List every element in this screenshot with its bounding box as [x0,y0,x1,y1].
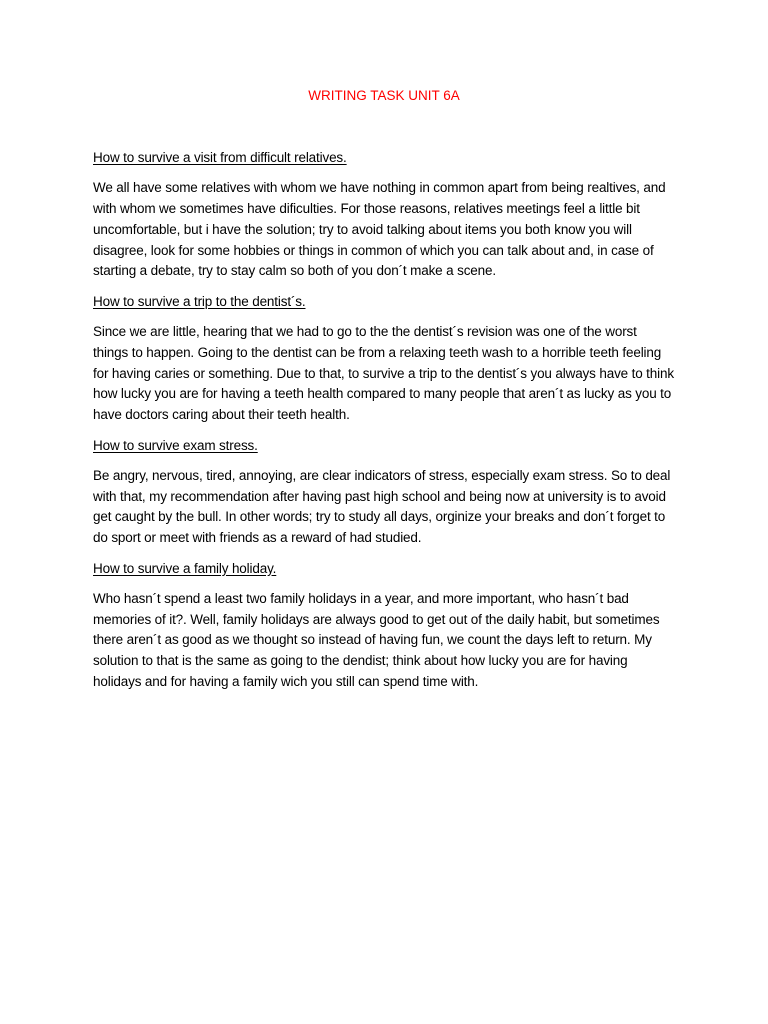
section-paragraph-relatives: We all have some relatives with whom we have nothing in common apart from being realtives, and with whom we sometimes have dificulties. For those reasons, relatives meetings feel a little bit uncomfortable, but i have the solution; try to avoid talking about items you both know you will disagree, look for some hobbies or things in common of which you can talk about and, in case of starting a debate, try to stay calm so both of you don´t make a scene. [93,180,666,279]
section-heading-family-holiday: How to survive a family holiday. [93,560,277,576]
section-heading-relatives: How to survive a visit from difficult relatives. [93,150,347,165]
section-paragraph-family-holiday: Who hasn´t spend a least two family holidays in a year, and more important, who hasn´t bad memories of it?. Well, family holidays are always good to get out of the daily habit, but sometimes there aren´t as good as we thought so instead of having fun, we count the days left to return. My solution to that is the same as going to the dendist; think about how lucky you are for having holidays and for having a family wich you still can spend time with. [93,590,660,690]
section-paragraph-exam-stress: Be angry, nervous, tired, annoying, are clear indicators of stress, especially exam stress. So to deal with that, my recommendation after having past high school and being now at university is to avoid get caught by the bull. In other words; try to study all days, orginize your breaks and don´t forget to do sport or meet with friends as a reward of had studied. [93,467,671,546]
section-heading-dentist: How to survive a trip to the dentist´s. [93,293,306,309]
document-body [93,148,675,702]
document-title: WRITING TASK UNIT 6A [308,88,460,103]
section-paragraph-dentist: Since we are little, hearing that we had to go to the the dentist´s revision was one of the worst things to happen. Going to the dentist can be from a relaxing teeth wash to a horrible teeth feeling for having caries or something. Due to that, to survive a trip to the dentist´s you always have to think how lucky you are for having a teeth health compared to many people that aren´t as lucky as you to have doctors caring about their teeth health. [93,324,674,423]
section-heading-exam-stress: How to survive exam stress. [93,437,258,453]
